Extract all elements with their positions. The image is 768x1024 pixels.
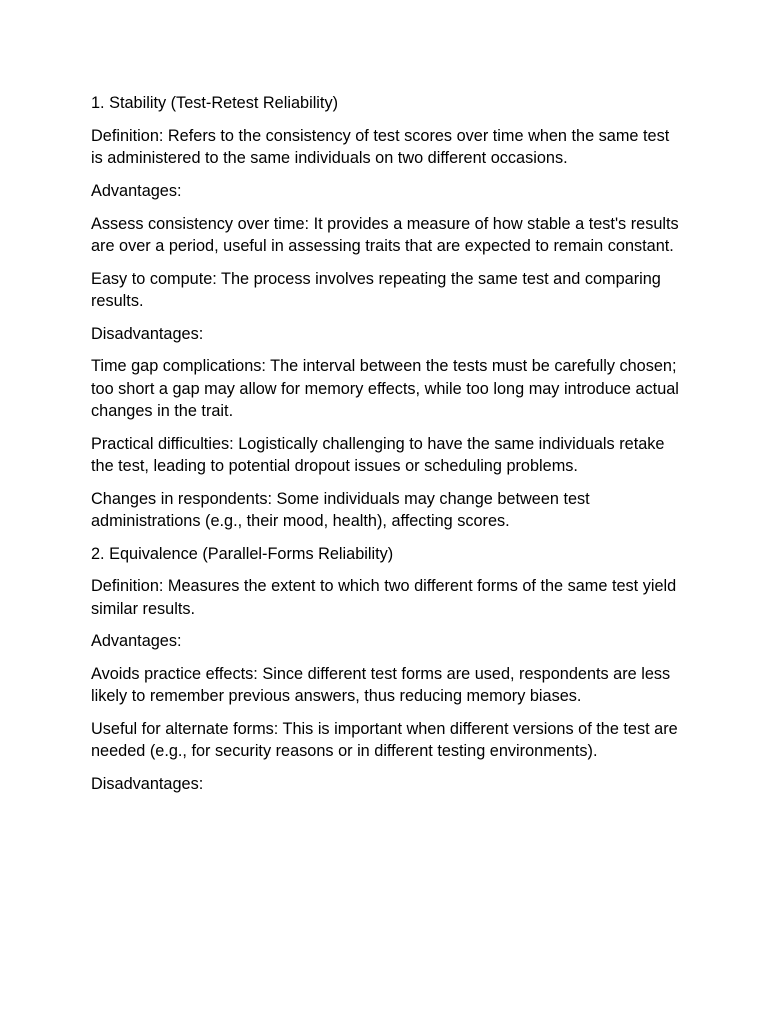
section-heading-stability: 1. Stability (Test-Retest Reliability) — [91, 94, 339, 112]
stability-disadvantages-label: Disadvantages: — [91, 324, 204, 343]
stability-advantage-consistency: Assess consistency over time: It provides a measure of how stable a test's results are over a period, useful in assessing traits that are expected to remain constant. — [91, 214, 679, 255]
stability-disadvantage-respondents: Changes in respondents: Some individuals may change between test administrations (e.g., their mood, health), affecting scores. — [91, 489, 590, 530]
stability-definition: Definition: Refers to the consistency of test scores over time when the same test is administered to the same individuals on two different occasions. — [91, 126, 670, 167]
equivalence-disadvantages-label: Disadvantages: — [91, 775, 204, 794]
stability-disadvantage-time-gap: Time gap complications: The interval between the tests must be carefully chosen; too short a gap may allow for memory effects, while too long may introduce actual changes in the trait. — [91, 357, 679, 420]
section-heading-equivalence: 2. Equivalence (Parallel-Forms Reliability) — [91, 544, 394, 563]
equivalence-advantages-label: Advantages: — [91, 632, 182, 651]
equivalence-definition: Definition: Measures the extent to which two different forms of the same test yield similar results. — [91, 577, 677, 618]
stability-disadvantage-practical: Practical difficulties: Logistically challenging to have the same individuals retake the test, leading to potential dropout issues or scheduling problems. — [91, 434, 665, 475]
stability-advantages-label: Advantages: — [91, 181, 182, 200]
equivalence-advantage-practice-effects: Avoids practice effects: Since different test forms are used, respondents are less likely to remember previous answers, thus reducing memory biases. — [91, 665, 671, 706]
document-page — [91, 92, 681, 806]
stability-advantage-easy-compute: Easy to compute: The process involves repeating the same test and comparing results. — [91, 269, 661, 310]
equivalence-advantage-alternate-forms: Useful for alternate forms: This is important when different versions of the test are needed (e.g., for security reasons or in different testing environments). — [91, 720, 678, 761]
